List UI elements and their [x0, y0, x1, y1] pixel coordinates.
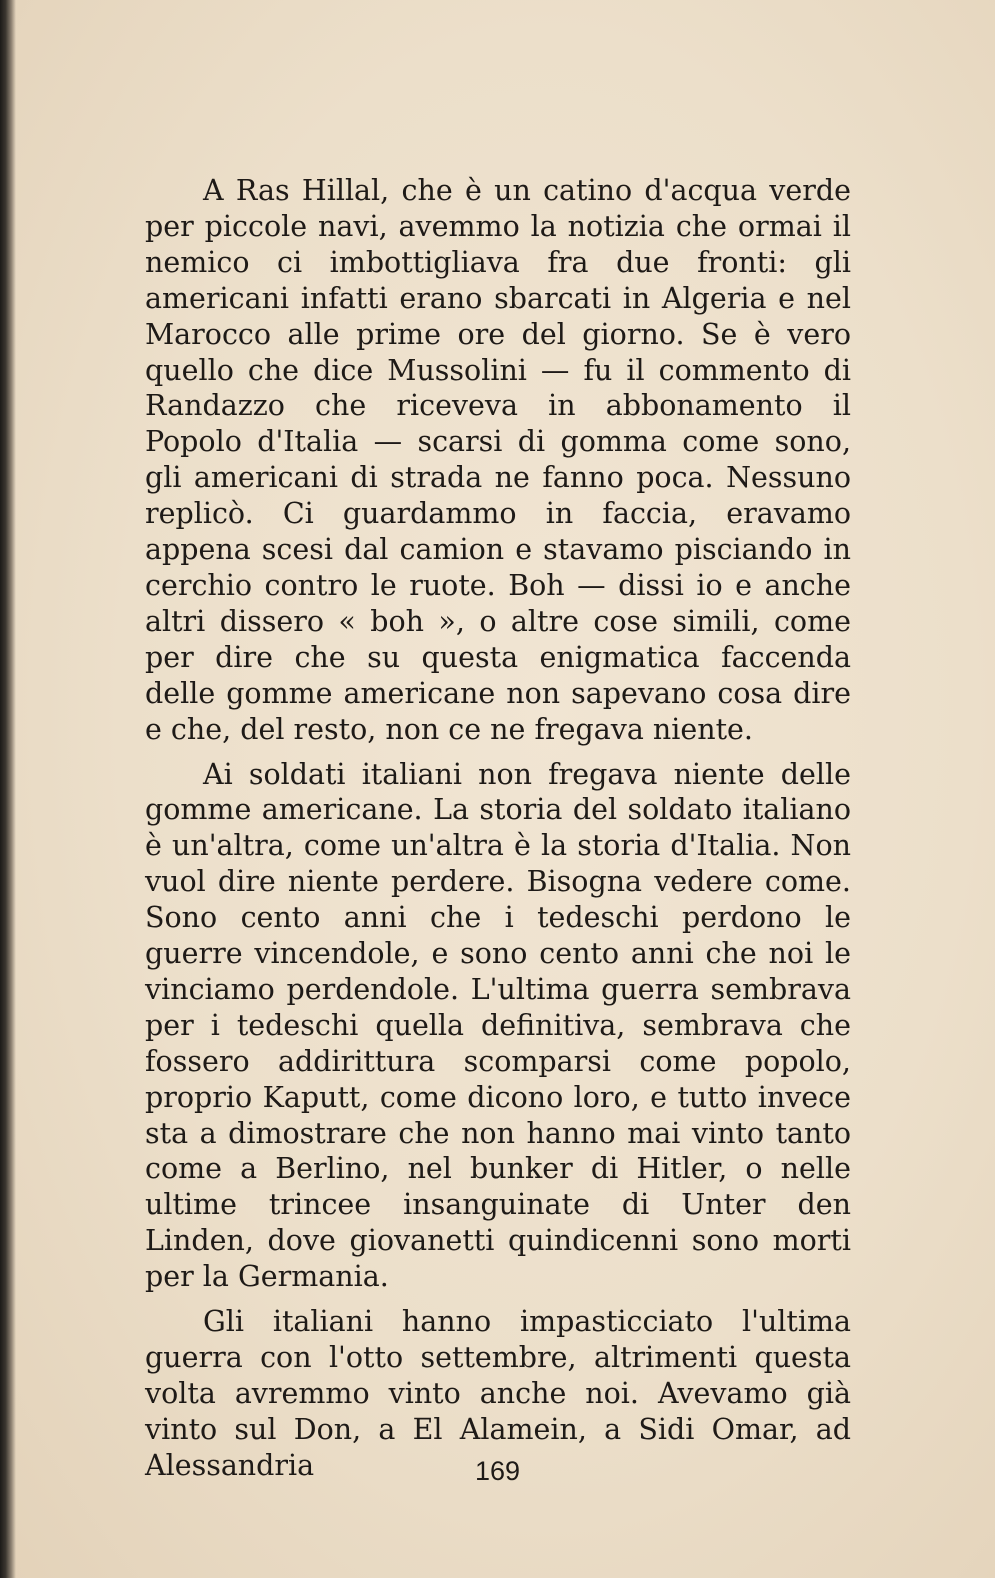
body-text	[145, 173, 851, 1493]
paragraph-1: A Ras Hillal, che è un catino d'acqua verde per piccole navi, avemmo la notizia che ormai il nemico ci imbottigliava fra due fronti: gli americani infatti erano sbarcati in Algeria e nel Marocco alle prime ore del giorno. Se è vero quello che dice Mussolini — fu il commento di Randazzo che riceveva in abbonamento il Popolo d'Italia — scarsi di gomma come sono, gli americani di strada ne fanno poca. Nessuno replicò. Ci guardammo in faccia, eravamo appena scesi dal camion e stavamo pisciando in cerchio contro le ruote. Boh — dissi io e anche altri dissero « boh », o altre cose simili, come per dire che su questa enigmatica faccenda delle gomme americane non sapevano cosa dire e che, del resto, non ce ne fregava niente.	[145, 174, 851, 746]
book-spine-shadow	[0, 0, 16, 1578]
paragraph-3: Gli italiani hanno impasticciato l'ultima guerra con l'otto settembre, altrimenti questa volta avremmo vinto anche noi. Avevamo già vinto sul Don, a El Alamein, a Sidi Omar, ad Alessandria	[145, 1305, 851, 1482]
page-number: 169	[474, 1456, 521, 1486]
paragraph-2: Ai soldati italiani non fregava niente delle gomme americane. La storia del soldato italiano è un'altra, come un'altra è la storia d'Italia. Non vuol dire niente perdere. Bisogna vedere come. Sono cento anni che i tedeschi perdono le guerre vincendole, e sono cento anni che noi le vinciamo perdendole. L'ultima guerra sembrava per i tedeschi quella definitiva, sembrava che fossero addirittura scomparsi come popolo, proprio Kaputt, come dicono loro, e tutto invece sta a dimostrare che non hanno mai vinto tanto come a Berlino, nel bunker di Hitler, o nelle ultime trincee insanguinate di Unter den Linden, dove giovanetti quindicenni sono morti per la Germania.	[145, 757, 851, 1294]
